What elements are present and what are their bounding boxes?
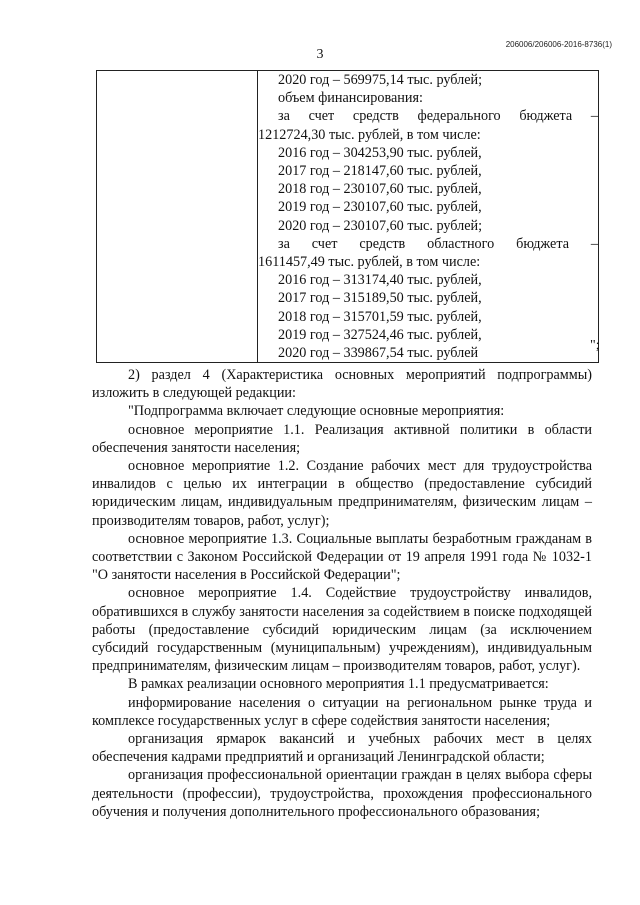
table-line: 2017 год – 315189,50 тыс. рублей, bbox=[278, 290, 482, 307]
paragraph: В рамках реализации основного мероприятия 1.1 предусматривается: bbox=[128, 676, 549, 693]
table-line: 2020 год – 339867,54 тыс. рублей bbox=[278, 345, 479, 362]
paragraph: основное мероприятие 1.2. Создание рабочих мест для трудоустройства инвалидов с целью их интеграции в общество (предоставление субсидий юридическим лицам, индивидуальным предпринимателям, физическим лицам – производителям товаров, работ, услуг); bbox=[92, 458, 592, 529]
table-line: за счет средств областного бюджета – bbox=[278, 235, 598, 252]
paragraph: основное мероприятие 1.4. Содействие трудоустройству инвалидов, обратившихся в службу занятости населения за содействием в поиске подходящей работы (предоставление субсидий юридическим лицам (за исключением субсидий государственным (муниципальным) учреждениям), индивидуальным предпринимателям, физическим лицам – производителям товаров, работ, услуг). bbox=[92, 585, 592, 675]
document-id: 206006/206006-2016-8736(1) bbox=[505, 40, 612, 49]
table-line: 1611457,49 тыс. рублей, в том числе: bbox=[258, 254, 481, 271]
table-line: за счет средств федерального бюджета – bbox=[278, 108, 598, 125]
table-right-cell bbox=[258, 71, 599, 363]
paragraph: "Подпрограмма включает следующие основные мероприятия: bbox=[128, 403, 505, 420]
table-row bbox=[97, 71, 599, 363]
table-line: 2016 год – 304253,90 тыс. рублей, bbox=[278, 144, 482, 161]
paragraph: информирование населения о ситуации на региональном рынке труда и комплексе государственных услуг в сфере содействия занятости населения; bbox=[92, 694, 592, 729]
table-line: 2017 год – 218147,60 тыс. рублей, bbox=[278, 163, 482, 180]
table-line: объем финансирования: bbox=[278, 90, 423, 107]
paragraph: организация ярмарок вакансий и учебных рабочих мест в целях обеспечения кадрами предприятий и организаций Ленинградской области; bbox=[92, 731, 592, 766]
table-line: 1212724,30 тыс. рублей, в том числе: bbox=[258, 126, 481, 143]
paragraph: основное мероприятие 1.1. Реализация активной политики в области обеспечения занятости населения; bbox=[92, 421, 592, 456]
table-closing-quote: "; bbox=[590, 338, 600, 353]
paragraph: 2) раздел 4 (Характеристика основных мероприятий подпрограммы) изложить в следующей редакции: bbox=[92, 367, 592, 402]
paragraph: организация профессиональной ориентации граждан в целях выбора сферы деятельности (профессии), трудоустройства, прохождения профессионального обучения и получения дополнительного профессионального образования; bbox=[92, 767, 592, 820]
table-left-cell bbox=[97, 71, 258, 363]
table-line: 2016 год – 313174,40 тыс. рублей, bbox=[278, 272, 482, 289]
page-number: 3 bbox=[316, 47, 324, 62]
table-line: 2019 год – 230107,60 тыс. рублей, bbox=[278, 199, 482, 216]
table-line: 2018 год – 230107,60 тыс. рублей, bbox=[278, 181, 482, 198]
table-line: 2019 год – 327524,46 тыс. рублей, bbox=[278, 326, 482, 343]
paragraph: основное мероприятие 1.3. Социальные выплаты безработным гражданам в соответствии с Законом Российской Федерации от 19 апреля 1991 года № 1032-1 "О занятости населения в Российской Федерации"; bbox=[92, 530, 592, 584]
financing-table bbox=[96, 70, 599, 363]
body-text bbox=[92, 366, 592, 821]
table-line: 2018 год – 315701,59 тыс. рублей, bbox=[278, 308, 482, 325]
table-line: 2020 год – 230107,60 тыс. рублей; bbox=[278, 217, 483, 234]
table-line: 2020 год – 569975,14 тыс. рублей; bbox=[278, 72, 483, 88]
